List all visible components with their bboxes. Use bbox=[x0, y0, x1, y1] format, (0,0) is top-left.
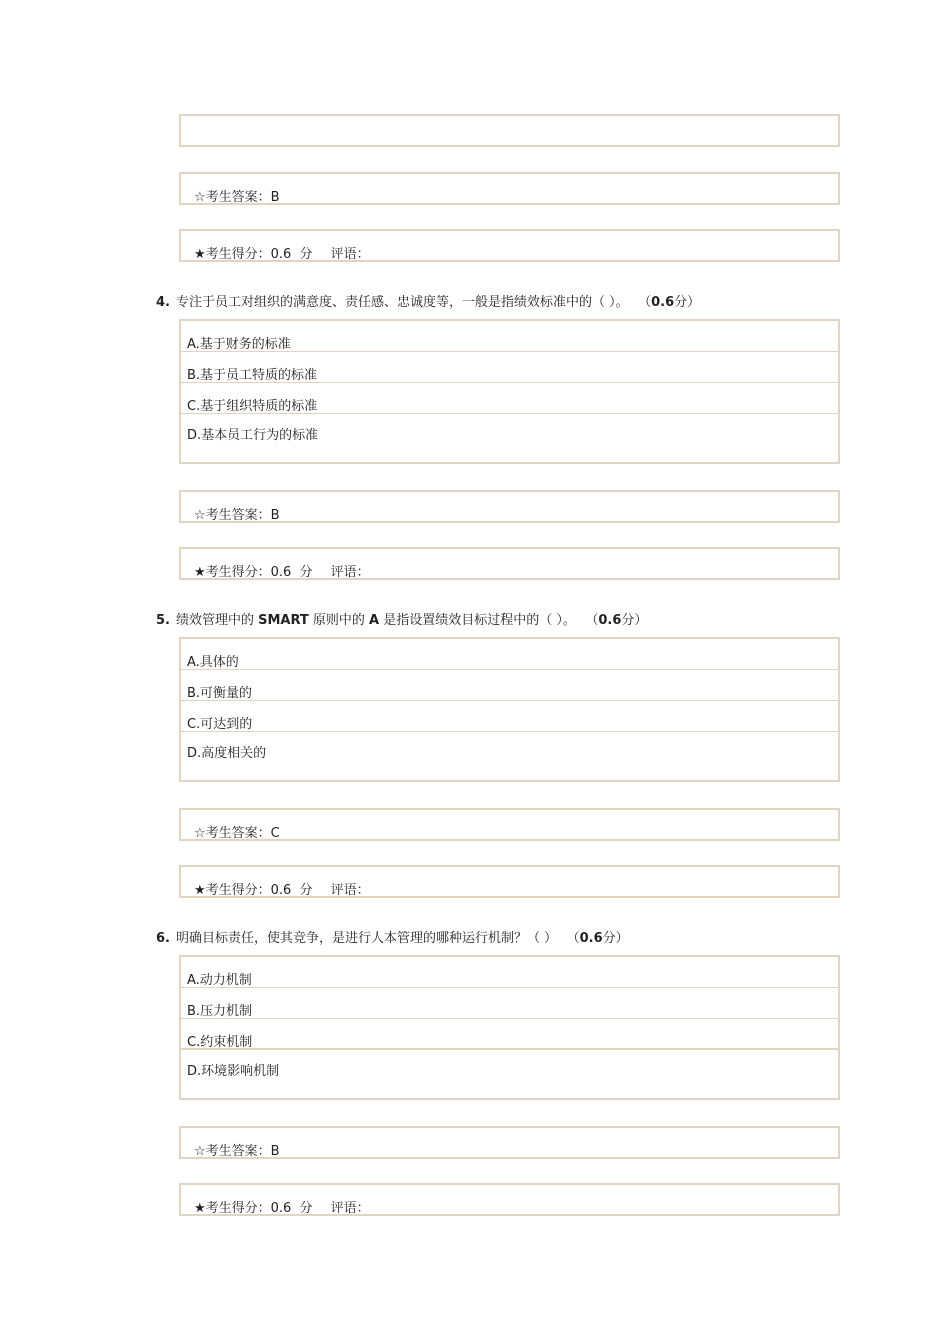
answer-value: B bbox=[270, 1144, 280, 1159]
score-value: 0.6 bbox=[270, 247, 292, 262]
score-unit: 分 bbox=[299, 247, 313, 262]
option-d[interactable]: D.环境影响机制 bbox=[187, 1064, 280, 1079]
question-text-part: 原则中的 bbox=[308, 613, 370, 628]
question-score: （0.6分） bbox=[573, 931, 629, 946]
comment-label: 评语： bbox=[330, 247, 370, 262]
comment-label: 评语： bbox=[330, 565, 370, 580]
question-text: 明确目标责任，使其竞争，是进行人本管理的哪种运行机制？（ ） bbox=[175, 931, 558, 946]
score-label: ★考生得分： bbox=[194, 565, 271, 580]
answer-box-5 bbox=[179, 808, 840, 841]
answer-box-6 bbox=[179, 1126, 840, 1159]
option-d[interactable]: D.基本员工行为的标准 bbox=[187, 428, 319, 443]
score-value: 0.6 bbox=[270, 565, 292, 580]
options-box-4 bbox=[179, 319, 840, 464]
question-text-part: SMART bbox=[258, 613, 309, 628]
score-label: ★考生得分： bbox=[194, 247, 271, 262]
answer-value: B bbox=[270, 508, 280, 523]
answer-label: ☆考生答案： bbox=[194, 1144, 271, 1159]
question-number: 5. bbox=[156, 613, 170, 628]
option-b[interactable]: B.可衡量的 bbox=[181, 670, 838, 701]
question-text-part: 绩效管理中的 bbox=[175, 613, 259, 628]
answer-label: ☆考生答案： bbox=[194, 508, 271, 523]
question-5 bbox=[156, 609, 647, 628]
question-text-part: 是指设置绩效目标过程中的（ ）。 bbox=[379, 613, 576, 628]
answer-value: B bbox=[270, 190, 280, 205]
answer-box-4 bbox=[179, 490, 840, 523]
score-box-5 bbox=[179, 865, 840, 898]
score-box-6 bbox=[179, 1183, 840, 1216]
score-label: ★考生得分： bbox=[194, 1201, 271, 1216]
score-value: 0.6 bbox=[270, 1201, 292, 1216]
score-box bbox=[179, 229, 840, 262]
option-b[interactable]: B.基于员工特质的标准 bbox=[181, 352, 838, 383]
option-c[interactable]: C.基于组织特质的标准 bbox=[181, 383, 838, 414]
answer-label: ☆考生答案： bbox=[194, 826, 271, 841]
question-text: 专注于员工对组织的满意度、责任感、忠诚度等，一般是指绩效标准中的（ ）。 bbox=[175, 295, 629, 310]
option-a[interactable]: A.动力机制 bbox=[181, 957, 838, 988]
score-unit: 分 bbox=[299, 1201, 313, 1216]
option-c[interactable]: C.约束机制 bbox=[181, 1019, 838, 1050]
score-box-4 bbox=[179, 547, 840, 580]
comment-label: 评语： bbox=[330, 1201, 370, 1216]
question-score: （0.6分） bbox=[591, 613, 648, 628]
question-score: （0.6分） bbox=[644, 295, 701, 310]
question-6 bbox=[156, 927, 629, 946]
comment-label: 评语： bbox=[330, 883, 370, 898]
score-unit: 分 bbox=[299, 883, 313, 898]
score-value: 0.6 bbox=[270, 883, 292, 898]
options-box-5 bbox=[179, 637, 840, 782]
answer-value: C bbox=[270, 826, 280, 841]
option-a[interactable]: A.基于财务的标准 bbox=[181, 321, 838, 352]
option-c[interactable]: C.可达到的 bbox=[181, 701, 838, 732]
answer-box bbox=[179, 172, 840, 205]
question-4 bbox=[156, 291, 700, 310]
option-d[interactable]: D.高度相关的 bbox=[187, 746, 267, 761]
answer-label: ☆考生答案： bbox=[194, 190, 271, 205]
options-box-6 bbox=[179, 955, 840, 1100]
score-label: ★考生得分： bbox=[194, 883, 271, 898]
option-b[interactable]: B.压力机制 bbox=[181, 988, 838, 1019]
score-unit: 分 bbox=[299, 565, 313, 580]
question-text-part: A bbox=[369, 613, 380, 628]
previous-option-box bbox=[179, 114, 840, 147]
question-number: 6. bbox=[156, 931, 170, 946]
option-a[interactable]: A.具体的 bbox=[181, 639, 838, 670]
question-number: 4. bbox=[156, 295, 170, 310]
